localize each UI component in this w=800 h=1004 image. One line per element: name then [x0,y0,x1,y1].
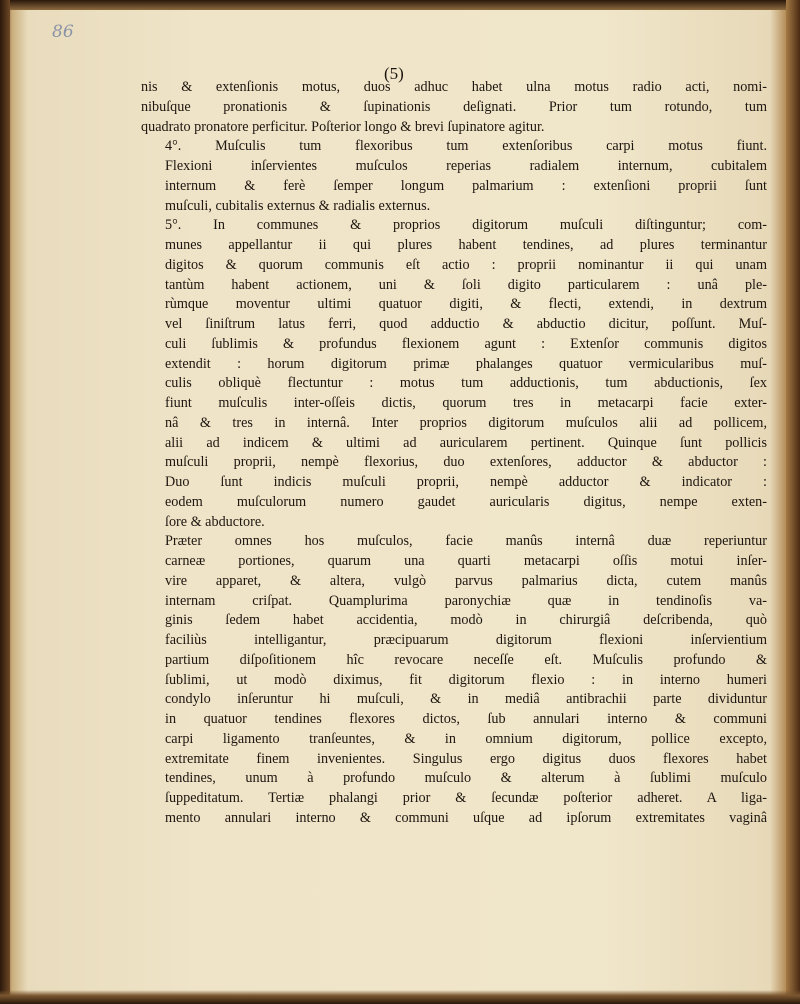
text-line: carpi ligamento tranſeuntes, & in omnium digitorum, pollice excepto, [165,730,767,747]
text-line: fiunt muſculis inter-oſſeis dictis, quorum tres in metacarpi facie exter- [165,395,767,411]
text-line: carneæ portiones, quarum una quarti metacarpi oſſis motui inſer- [165,553,767,569]
text-line: munes appellantur ii qui plures habent tendines, ad plures terminantur [165,237,767,253]
text-line: culis obliquè flectuntur : motus tum adductionis, tum abductionis, ſex [165,375,767,392]
text-line: faciliùs intelligantur, præcipuarum digitorum flexioni inſervientium [165,632,767,648]
paragraph-ulna-motion [141,78,767,137]
text-line: partium diſpoſitionem hîc revocare neceſſe eſt. Muſculis profundo & [165,651,767,668]
text-line: Flexioni inſervientes muſculos reperias radialem internum, cubitalem [165,158,767,174]
text-line: digitos & quorum communis eſt actio : proprii nominantur ii qui unam [165,256,767,273]
text-line: muſculi, cubitalis externus & radialis externus. [165,197,431,214]
text-line: nâ & tres in internâ. Inter proprios digitorum muſculos alii ad pollicem, [165,414,767,431]
text-line: extremitate finem invenientes. Singulus ergo digitus duos flexores habet [165,750,767,767]
text-line: condylo inſeruntur hi muſculi, & in mediâ antibrachii parte dividuntur [165,691,767,708]
text-line: vire apparet, & altera, vulgò parvus palmarius dicta, cutem manûs [165,572,767,589]
text-line: quadrato pronatore perficitur. Poſterior longo & brevi ſupinatore agitur. [141,118,545,135]
text-line: alii ad indicem & ultimi ad auricularem pertinent. Quinque ſunt pollicis [165,434,767,451]
text-line: nis & extenſionis motus, duos adhuc habet ulna motus radio acti, nomi- [141,79,767,95]
text-line: internum & ferè ſemper longum palmarium : extenſioni proprii ſunt [165,177,767,194]
text-line: Duo ſunt indicis muſculi proprii, nempè adductor & indicator : [165,474,767,490]
text-line: in quatuor tendines flexores dictos, ſub annulari interno & communi [165,711,767,727]
text-line: rùmque moventur ultimi quatuor digiti, & flecti, extendi, in dextrum [165,296,767,313]
page-right-edge [786,0,800,1004]
page-left-edge [0,0,10,1004]
text-line: tendines, unum à profundo muſculo & alterum à ſublimi muſculo [165,770,767,787]
page-bottom-edge [0,990,800,1004]
text-line: tantùm habent actionem, uni & ſoli digito particularem : unâ ple- [165,276,767,293]
text-line: ginis ſedem habet accidentia, modò in chirurgiâ deſcribenda, quò [165,612,767,629]
body-text [141,78,767,829]
text-line: mento annulari interno & communi uſque ad ipſorum extremitates vaginâ [165,809,767,826]
text-line: 5°. In communes & proprios digitorum muſculi diſtinguntur; com- [165,217,767,234]
text-line: ſore & abductore. [165,513,265,530]
text-line: 4°. Muſculis tum flexoribus tum extenſoribus carpi motus fiunt. [165,138,767,155]
text-line: vel ſiniſtrum latus ferri, quod adductio & abductio dicitur, poſſunt. Muſ- [165,316,767,332]
text-line: culi ſublimis & profundus flexionem agunt : Extenſor communis digitos [165,335,767,352]
text-line: eodem muſculorum numero gaudet auricularis digitus, nempe exten- [165,493,767,510]
text-line: Præter omnes hos muſculos, facie manûs internâ duæ reperiuntur [165,533,767,550]
paragraph-finger-muscles [141,216,767,532]
text-line: ſublimi, ut modò diximus, fit digitorum flexio : in interno humeri [165,671,767,688]
text-line: internam criſpat. Quamplurima paronychiæ quæ in tendinoſis va- [165,592,767,609]
text-line: ſuppeditatum. Tertiæ phalangi prior & ſecundæ poſterior adheret. A liga- [165,790,767,806]
text-line: muſculi proprii, nempè flexorius, duo extenſores, adductor & abductor : [165,454,767,471]
paragraph-palm-portions [141,532,767,828]
page-top-edge [0,0,800,10]
text-line: extendit : horum digitorum primæ phalanges quatuor vermicularibus muſ- [165,355,767,372]
margin-note: 86 [52,22,74,42]
text-line: nibuſque pronationis & ſupinationis deſignati. Prior tum rotundo, tum [141,98,767,115]
page-number: (5) [384,64,404,83]
paragraph-carpus-muscles [141,137,767,216]
